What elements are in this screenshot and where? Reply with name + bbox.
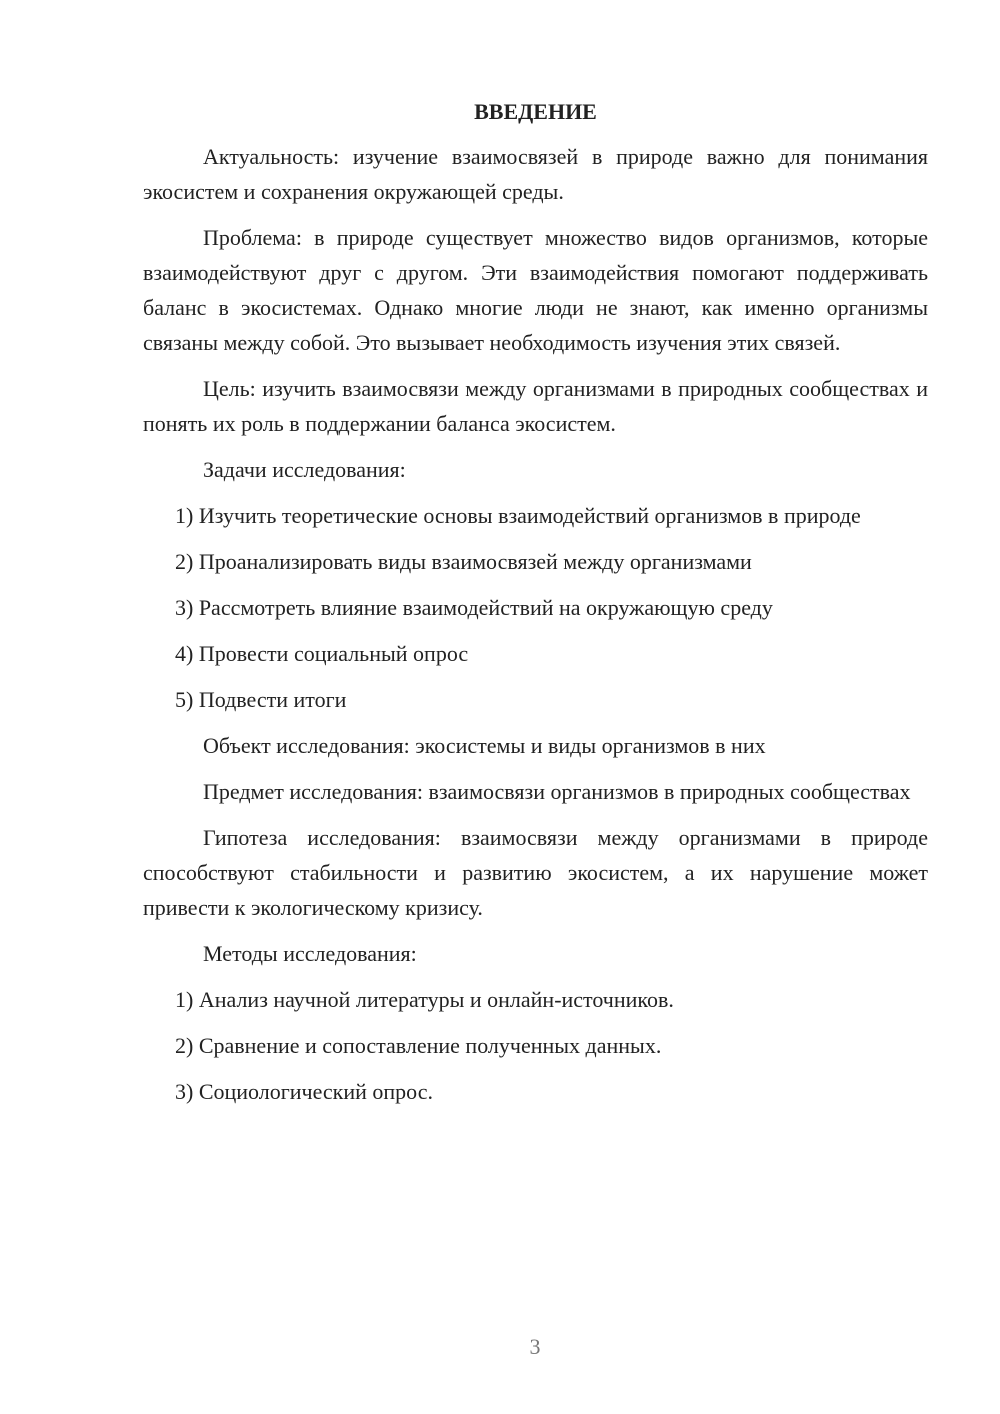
methods-heading: Методы исследования: (203, 941, 417, 966)
problem-paragraph: Проблема: в природе существует множество видов организмов, которые взаимодействуют друг с другом. Эти взаимодействия помогают поддерживать баланс в экосистемах. Однако многие люди не знают, как именно организмы связаны между собой. Это вызывает необходимость изучения этих связей. (143, 225, 928, 355)
page-content (143, 94, 928, 1120)
task-item-1: 1) Изучить теоретические основы взаимодействий организмов в природе (175, 503, 861, 528)
subject-paragraph: Предмет исследования: взаимосвязи организмов в природных сообществах (203, 779, 911, 804)
method-item-2: 2) Сравнение и сопоставление полученных данных. (175, 1033, 662, 1058)
page-number: 3 (529, 1334, 541, 1359)
hypothesis-paragraph: Гипотеза исследования: взаимосвязи между организмами в природе способствуют стабильности и развитию экосистем, а их нарушение может привести к экологическому кризису. (143, 825, 928, 920)
task-item-5: 5) Подвести итоги (175, 687, 347, 712)
task-item-2: 2) Проанализировать виды взаимосвязей между организмами (175, 549, 752, 574)
page-title: ВВЕДЕНИЕ (474, 99, 597, 124)
method-item-1: 1) Анализ научной литературы и онлайн-источников. (175, 987, 674, 1012)
object-paragraph: Объект исследования: экосистемы и виды организмов в них (203, 733, 766, 758)
task-item-4: 4) Провести социальный опрос (175, 641, 469, 666)
method-item-3: 3) Социологический опрос. (175, 1079, 433, 1104)
tasks-heading: Задачи исследования: (203, 457, 406, 482)
actuality-paragraph: Актуальность: изучение взаимосвязей в природе важно для понимания экосистем и сохранения окружающей среды. (143, 144, 928, 204)
task-item-3: 3) Рассмотреть влияние взаимодействий на окружающую среду (175, 595, 773, 620)
goal-paragraph: Цель: изучить взаимосвязи между организмами в природных сообществах и понять их роль в поддержании баланса экосистем. (143, 376, 928, 436)
